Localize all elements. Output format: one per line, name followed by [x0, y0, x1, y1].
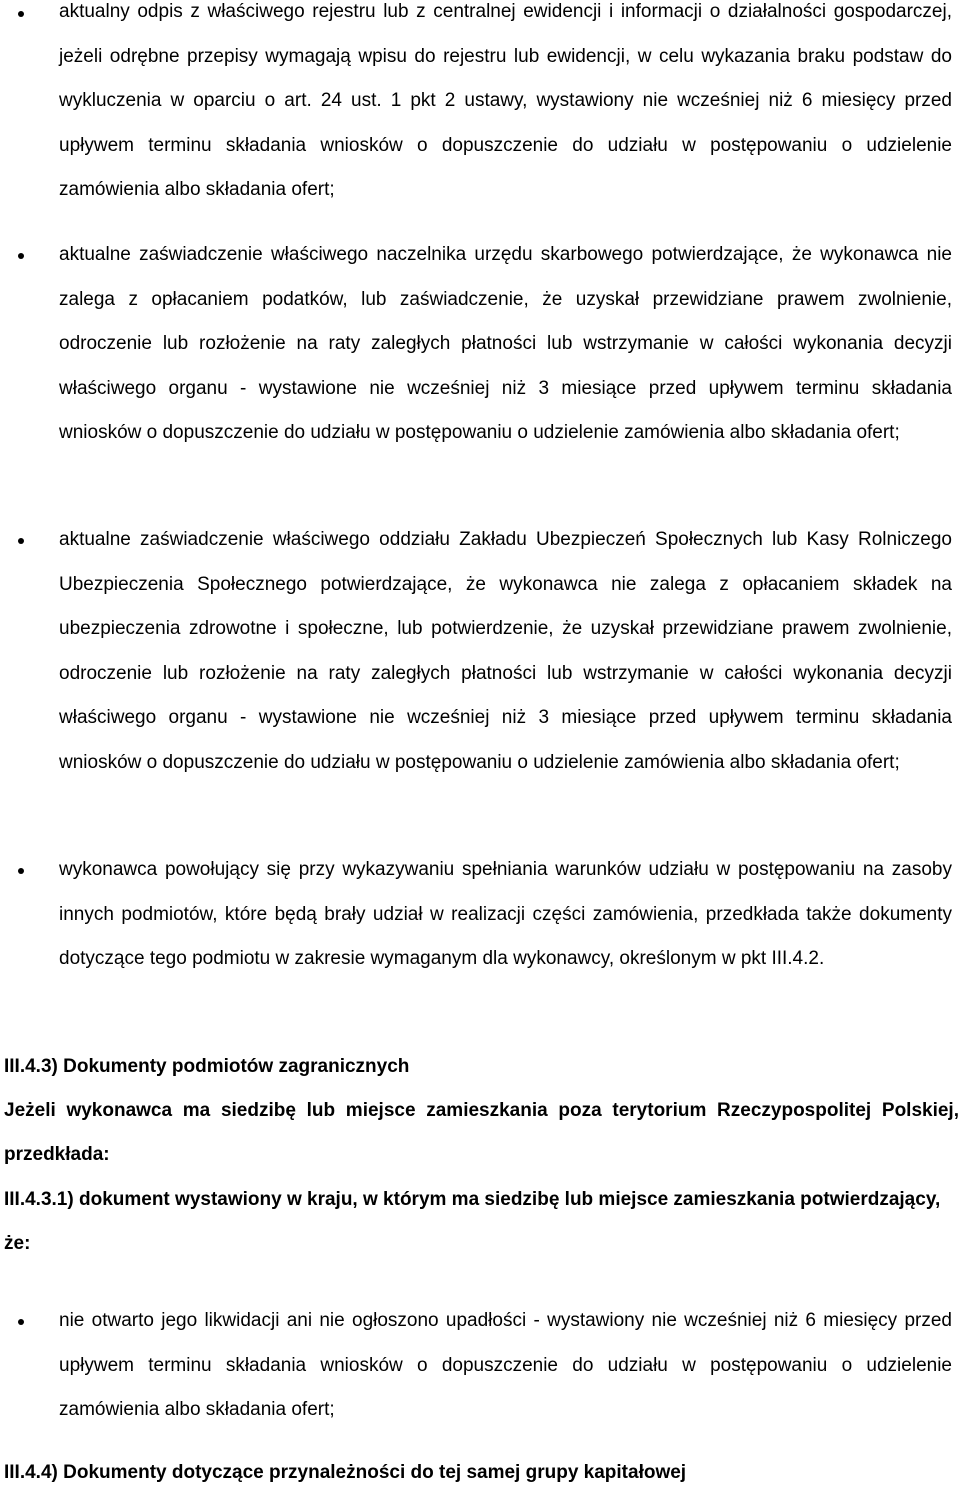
bullet-icon — [18, 538, 24, 544]
foreign-intro-heading: Jeżeli wykonawca ma siedzibę lub miejsce zamieszkania poza terytorium Rzeczypospolitej Polskiej, przedkłada: — [4, 1100, 959, 1165]
bullet-icon — [18, 253, 24, 259]
list-item-text: wykonawca powołujący się przy wykazywaniu spełniania warunków udziału w postępowaniu na zasoby innych podmiotów, które będą brały udział w realizacji części zamówienia, przedkłada także dokumenty dotyczące tego podmiotu w zakresie wymaganym dla wykonawcy, określonym w pkt III.4.2. — [59, 859, 952, 970]
bullet-icon — [18, 868, 24, 874]
bullet-icon — [18, 1319, 24, 1325]
section-heading: III.4.3) Dokumenty podmiotów zagranicznych — [4, 1056, 410, 1077]
list-item-text: nie otwarto jego likwidacji ani nie ogłoszono upadłości - wystawiony nie wcześniej niż 6 miesięcy przed upływem terminu składania wniosków o dopuszczenie do udziału w postępowaniu o udzielenie zamówienia albo składania ofert; — [59, 1310, 952, 1421]
list-item-text: aktualne zaświadczenie właściwego oddziału Zakładu Ubezpieczeń Społecznych lub Kasy Rolniczego Ubezpieczenia Społecznego potwierdzające, że wykonawca nie zalega z opłacaniem składek na ubezpieczenia zdrowotne i społeczne, lub potwierdzenie, że uzyskał przewidziane prawem zwolnienie, odroczenie lub rozłożenie na raty zaległych płatności lub wstrzymanie w całości wykonania decyzji właściwego organu - wystawione nie wcześniej niż 3 miesiące przed upływem terminu składania wniosków o dopuszczenie do udziału w postępowaniu o udzielenie zamówienia albo składania ofert; — [59, 529, 952, 773]
list-item-text: aktualne zaświadczenie właściwego naczelnika urzędu skarbowego potwierdzające, że wykonawca nie zalega z opłacaniem podatków, lub zaświadczenie, że uzyskał przewidziane prawem zwolnienie, odroczenie lub rozłożenie na raty zaległych płatności lub wstrzymanie w całości wykonania decyzji właściwego organu - wystawione nie wcześniej niż 3 miesiące przed upływem terminu składania wniosków o dopuszczenie do udziału w postępowaniu o udzielenie zamówienia albo składania ofert; — [59, 244, 952, 444]
section-heading: III.4.4) Dokumenty dotyczące przynależności do tej samej grupy kapitałowej — [4, 1462, 687, 1483]
subsection-heading: III.4.3.1) dokument wystawiony w kraju, w którym ma siedzibę lub miejsce zamieszkania potwierdzający, że: — [4, 1189, 941, 1254]
list-item-text: aktualny odpis z właściwego rejestru lub z centralnej ewidencji i informacji o działalności gospodarczej, jeżeli odrębne przepisy wymagają wpisu do rejestru lub ewidencji, w celu wykazania braku podstaw do wykluczenia w oparciu o art. 24 ust. 1 pkt 2 ustawy, wystawiony nie wcześniej niż 6 miesięcy przed upływem terminu składania wniosków o dopuszczenie do udziału w postępowaniu o udzielenie zamówienia albo składania ofert; — [59, 1, 952, 201]
bullet-icon — [18, 11, 24, 17]
